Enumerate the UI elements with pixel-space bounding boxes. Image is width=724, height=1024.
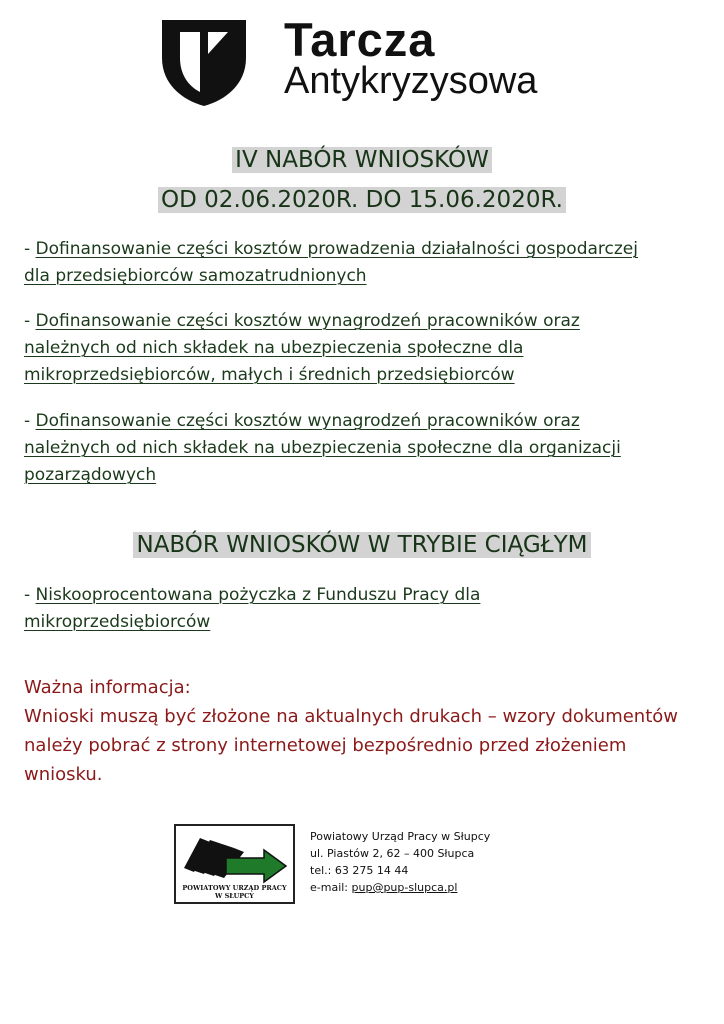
item-2[interactable] xyxy=(24,308,704,389)
pup-logo-text-1: POWIATOWY URZĄD PRACY xyxy=(182,884,287,892)
item-link-text[interactable]: Dofinansowanie części kosztów wynagrodzeń pracowników oraz xyxy=(35,311,580,331)
heading-2: NABÓR WNIOSKÓW W TRYBIE CIĄGŁYM xyxy=(133,532,590,558)
email-link[interactable]: pup@pup-slupca.pl xyxy=(351,881,458,894)
item-link-text[interactable]: mikroprzedsiębiorców, małych i średnich przedsiębiorców xyxy=(24,365,515,385)
item-link-text[interactable]: mikroprzedsiębiorców xyxy=(24,612,211,632)
item-dash: - xyxy=(24,411,31,431)
heading-1-line-1: IV NABÓR WNIOSKÓW xyxy=(232,147,492,173)
item-dash: - xyxy=(24,239,31,259)
item-link-text[interactable]: Niskooprocentowana pożyczka z Funduszu Pracy dla xyxy=(35,585,481,605)
brand-subtitle: Antykryzysowa xyxy=(284,60,538,102)
heading-2-row xyxy=(0,531,724,560)
email-label: e-mail: xyxy=(310,881,349,894)
email-row xyxy=(310,879,610,896)
item-3[interactable] xyxy=(24,408,704,489)
shield-icon xyxy=(156,14,252,108)
pup-logo-text-2: W SŁUPCY xyxy=(215,892,254,900)
office-address: ul. Piastów 2, 62 – 400 Słupca xyxy=(310,847,475,860)
info-line-3: wniosku. xyxy=(24,764,103,785)
pup-arrows-icon xyxy=(178,828,291,884)
heading-1-line-2: OD 02.06.2020R. DO 15.06.2020R. xyxy=(158,187,566,213)
info-line-1: Wnioski muszą być złożone na aktualnych drukach – wzory dokumentów xyxy=(24,706,679,727)
item-link-text[interactable]: Dofinansowanie części kosztów wynagrodzeń pracowników oraz xyxy=(35,411,580,431)
heading-1-line-2-row xyxy=(0,186,724,215)
important-info xyxy=(24,673,704,789)
brand-title: Tarcza xyxy=(284,13,436,66)
item-dash: - xyxy=(24,311,31,331)
pup-logo xyxy=(174,824,295,904)
item-link-text[interactable]: dla przedsiębiorców samozatrudnionych xyxy=(24,266,367,286)
item-4[interactable] xyxy=(24,582,704,636)
office-name: Powiatowy Urząd Pracy w Słupcy xyxy=(310,830,491,843)
item-link-text[interactable]: Dofinansowanie części kosztów prowadzenia działalności gospodarczej xyxy=(35,239,638,259)
info-line-2: należy pobrać z strony internetowej bezpośrednio przed złożeniem xyxy=(24,735,627,756)
tarcza-logo xyxy=(156,14,586,110)
office-phone: tel.: 63 275 14 44 xyxy=(310,864,409,877)
info-title: Ważna informacja: xyxy=(24,677,191,698)
contact-info xyxy=(310,828,610,896)
item-link-text[interactable]: należnych od nich składek na ubezpieczenia społeczne dla xyxy=(24,338,524,358)
item-1[interactable] xyxy=(24,236,704,290)
item-link-text[interactable]: należnych od nich składek na ubezpieczenia społeczne dla organizacji xyxy=(24,438,621,458)
heading-1-line-1-row xyxy=(0,146,724,175)
item-link-text[interactable]: pozarządowych xyxy=(24,465,157,485)
item-dash: - xyxy=(24,585,31,605)
